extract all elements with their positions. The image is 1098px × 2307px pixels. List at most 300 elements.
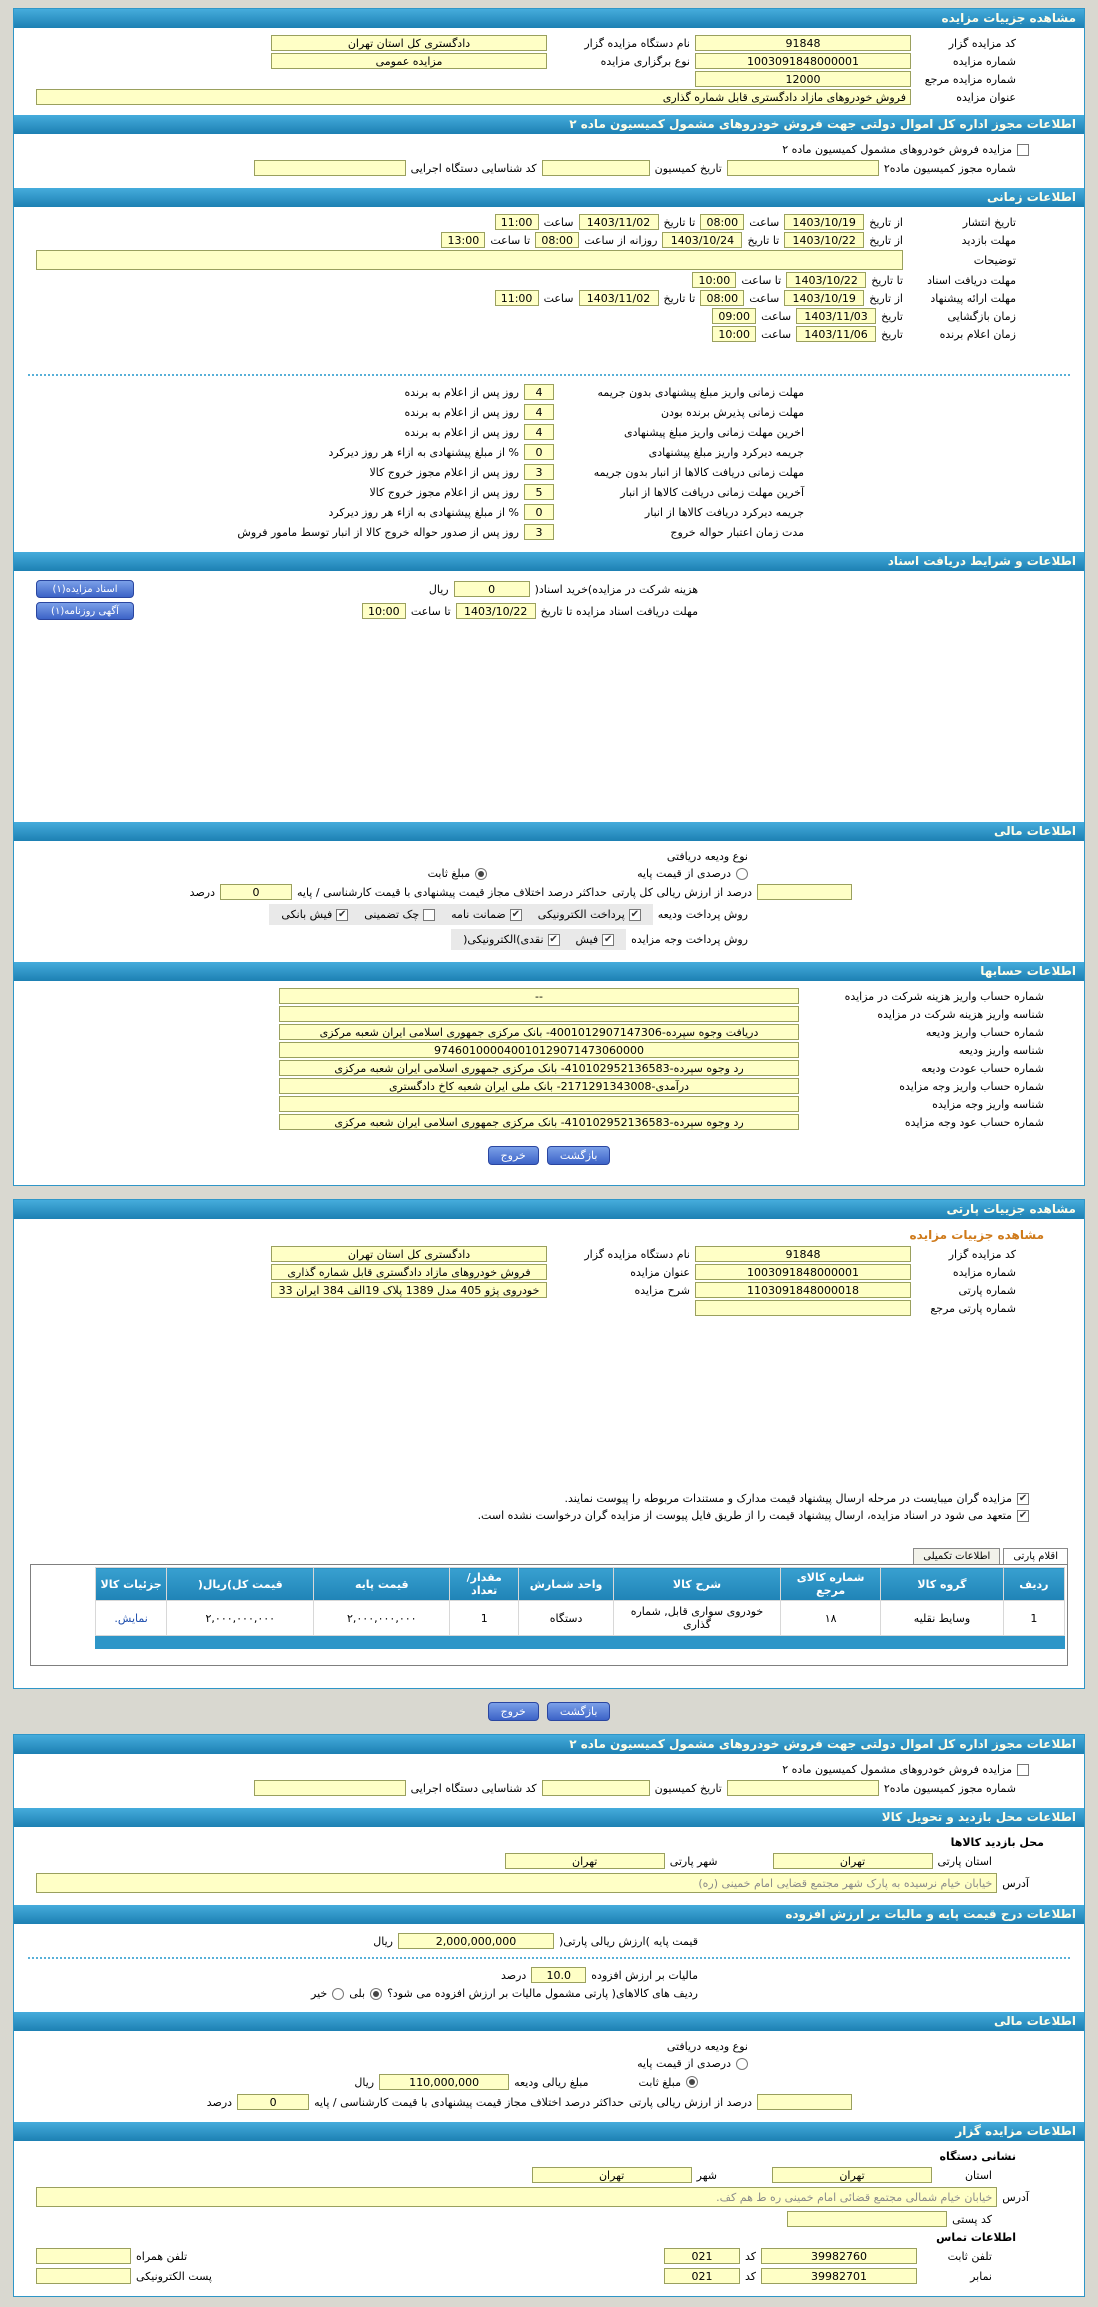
spacer [492,873,632,874]
fixed-amount-label-2: مبلغ ثابت [638,2075,681,2089]
commission-date-label: تاریخ کمیسیون [654,161,722,175]
visit-to-date-field[interactable]: 1403/10/24 [662,232,742,248]
vat-label: مالیات بر ارزش افزوده [591,1968,698,1982]
permit-checkbox-2[interactable] [1017,1764,1029,1776]
fee-rial-label: ریال [428,582,449,596]
auction-number-label: شماره مزایده [952,54,1016,68]
tab-party-items[interactable]: اقلام پارتی [1003,1548,1068,1564]
fee-field[interactable]: 0 [454,581,530,597]
electronic-payment-label: پرداخت الکترونیکی [537,908,625,921]
visit-label: مهلت بازدید [961,233,1016,247]
party-address-row [14,1873,1084,1893]
auction-number-field[interactable]: 1003091848000001 [695,53,911,69]
col-unit: واحد شمارش [519,1568,614,1601]
permit-fields-row-2 [14,1780,1084,1796]
empty-space [14,1318,1084,1488]
permit-check-row-2 [14,1763,1084,1776]
auction-title-field[interactable]: فروش خودروهای مازاد دادگستری قابل شماره گذاری [36,89,911,105]
account-row [14,1114,1084,1130]
opening-label: زمان بازگشایی [947,309,1016,323]
penalty-row [14,404,1084,420]
party-tabs [30,1548,1068,1564]
penalty-label: مدت زمان اعتبار حواله خروج [670,525,804,539]
winner-date-field[interactable]: 1403/11/06 [796,326,876,342]
permit-no-label: شماره مجوز کمیسیون ماده۲ [883,161,1016,175]
publish-to-date-field[interactable]: 1403/11/02 [579,214,659,230]
cell-base-price: ۲,۰۰۰,۰۰۰,۰۰۰ [314,1601,450,1636]
commit-note-label: متعهد می شود در اسناد مزایده، ارسال پیشنهاد قیمت را از طریق فایل پیوست از مزایده گران درخواست نشده است. [477,1509,1012,1522]
base-price-field[interactable]: 2,000,000,000 [398,1933,554,1949]
tab-additional-info[interactable]: اطلاعات تکمیلی [913,1548,1000,1564]
auction-details-panel [13,8,1085,1186]
account-label: شماره حساب عود وجه مزایده [904,1115,1044,1129]
agency-code-label: کد شناسایی دستگاه اجرایی [410,161,537,175]
org-address-field[interactable]: خیابان خیام شمالی مجتمع قضائی امام خمینی ره ط هم کف. [36,2187,997,2207]
penalty-value-field[interactable]: 3 [524,524,554,540]
party-address-field[interactable]: خیابان خیام نرسیده به پارک شهر مجتمع قضایی امام خمینی (ره) [36,1873,997,1893]
description-label: توضیحات [973,253,1016,267]
visit-row [14,232,1084,248]
time-info-section [14,207,1084,552]
base-price-label: قیمت پایه )ارزش ریالی پارتی( [559,1934,698,1948]
visit-to-hour-label: تا ساعت [490,233,531,247]
opening-row [14,308,1084,324]
visit-place-sub: محل بازدید کالاها [950,1836,1044,1849]
docs-conditions-header: اطلاعات و شرایط دریافت اسناد [14,552,1084,571]
percent-of-base-radio-2[interactable] [736,2058,748,2070]
visit-daily-from-label: روزانه از ساعت [584,233,658,247]
penalty-row [14,504,1084,520]
party-ref-field[interactable] [695,1300,911,1316]
winner-row [14,326,1084,342]
org-name-label: نام دستگاه مزایده گزار [584,36,690,50]
back-button[interactable]: بازگشت [547,1146,611,1165]
penalty-row [14,524,1084,540]
penalty-label: مهلت زمانی دریافت کالاها از انبار بدون جریمه [593,465,804,479]
docs-to-date-label: تا تاریخ [871,273,903,287]
fax-label: نمابر [970,2269,992,2283]
commit-note-checkbox[interactable] [1017,1510,1029,1522]
party-address-label: آدرس [1002,1876,1029,1890]
penalty-row [14,424,1084,440]
spacer [594,2082,634,2083]
penalty-suffix: روز پس از اعلام به برنده [404,385,519,399]
auction-details-link-row [14,1228,1084,1242]
penalty-row [14,444,1084,460]
auction-code-label: کد مزایده گزار [948,36,1016,50]
penalty-label: مهلت زمانی واریز مبلغ پیشنهادی بدون جریمه [597,385,804,399]
opening-date-label: تاریخ [881,309,903,323]
penalty-suffix: روز پس از اعلام به برنده [404,405,519,419]
commit-note-row [14,1509,1084,1522]
deposit-method-row [14,904,1084,925]
col-total-price: قیمت کل)ریال( [167,1568,314,1601]
auction-row-1 [14,35,1084,51]
visit-from-date-field[interactable]: 1403/10/22 [784,232,864,248]
permit-check-label: مزایده فروش خودروهای مشمول کمیسیون ماده ۲ [782,143,1012,156]
party-row-2 [14,1264,1084,1280]
price-header: اطلاعات درج قیمت پایه و مالیات بر ارزش افزوده [14,1905,1084,1924]
base-price-row [14,1933,1084,1949]
permit-section-2 [14,1754,1084,1808]
offer-row [14,290,1084,306]
auction-details-link[interactable]: مشاهده جزییات مزایده [909,1228,1044,1242]
cash-electronic-label: نقدی)الکترونیکی( [463,933,544,946]
docs-deadline-row [14,272,1084,288]
attach-note-label: مزایده گران میبایست در مرحله ارسال پیشنهاد قیمت مدارک و مستندات مربوطه را پیوست نمایند. [564,1492,1012,1505]
penalty-label: مهلت زمانی پذیرش برنده بودن [660,405,804,419]
phone-row [14,2248,1084,2264]
newspaper-ad-button[interactable]: آگهی روزنامه(۱) [36,602,134,620]
penalty-value-field[interactable]: 5 [524,484,554,500]
empty-space [14,624,1084,814]
account-field[interactable] [279,1006,799,1022]
percent-value-row-2 [14,2094,1084,2110]
guarantee-label: ضمانت نامه [451,908,506,921]
penalty-value-field[interactable]: 4 [524,404,554,420]
items-table-foot [95,1636,1064,1649]
deposit-amount-label: مبلغ ریالی ودیعه [514,2075,589,2089]
cash-electronic-checkbox[interactable] [548,934,560,946]
attach-note-checkbox[interactable] [1017,1493,1029,1505]
guarantee-checkbox[interactable] [510,909,522,921]
publish-label: تاریخ انتشار [962,215,1016,229]
org-name-field[interactable]: دادگستری کل استان تهران [271,35,547,51]
col-goods-group: گروه کالا [881,1568,1004,1601]
bank-slip-checkbox[interactable] [336,909,348,921]
financial-header: اطلاعات مالی [14,822,1084,841]
account-row [14,1024,1084,1040]
auctioneer-header: اطلاعات مزایده گزار [14,2122,1084,2141]
docs-deadline-row-2 [14,602,1084,620]
deposit-rial-label: ریال [354,2075,375,2089]
offer-from-label: از تاریخ [869,291,903,305]
org-city-field[interactable]: تهران [532,2167,692,2183]
auction-docs-button[interactable]: اسناد مزایده(۱) [36,580,134,598]
deposit-type-row-2 [14,2040,1084,2053]
docs-conditions-section [14,571,1084,822]
party-province-label: استان پارتی [937,1854,992,1868]
offer-label: مهلت ارائه پیشنهاد [930,291,1016,305]
vat-yes-radio[interactable] [370,1988,382,2000]
deposit-type-label-2: نوع ودیعه دریافتی [666,2040,748,2053]
party-row-3 [14,1282,1084,1298]
auction-row-4 [14,89,1084,105]
slip-checkbox[interactable] [602,934,614,946]
postal-code-row [14,2211,1084,2227]
contact-sub: اطلاعات تماس [936,2231,1016,2244]
docs-deadline-time-field[interactable]: 10:00 [362,603,406,619]
account-row [14,1078,1084,1094]
publish-from-date-field[interactable]: 1403/10/19 [784,214,864,230]
penalty-suffix: روز پس از اعلام به برنده [404,425,519,439]
header-row [95,1568,1064,1601]
permit-checkbox[interactable] [1017,144,1029,156]
org-province-field[interactable]: تهران [772,2167,932,2183]
account-field[interactable]: رد وجوه سپرده-410102952136583- بانک مرکزی جمهوری اسلامی ایران شعبه مرکزی [279,1114,799,1130]
phone-code-label: کد [744,2249,756,2263]
party-org-field[interactable]: دادگستری کل استان تهران [271,1246,547,1262]
mobile-label: تلفن همراه [136,2249,188,2263]
penalty-label: جریمه دیرکرد واریز مبلغ پیشنهادی [648,445,804,459]
auction-details-header: مشاهده جزییات مزایده [14,9,1084,28]
percent-of-base-radio[interactable] [736,868,748,880]
agency-code-label-2: کد شناسایی دستگاه اجرایی [410,1781,537,1795]
account-label: شناسه واریز وجه مزایده [932,1097,1044,1111]
penalty-value-field[interactable]: 4 [524,424,554,440]
permit-check-label-2: مزایده فروش خودروهای مشمول کمیسیون ماده ۲ [782,1763,1012,1776]
max-diff-percent-label: درصد [189,885,215,899]
docs-to-time-field[interactable]: 10:00 [692,272,736,288]
items-table-head [95,1568,1064,1601]
vat-percent-label: درصد [500,1968,527,1982]
visit-to-label: تا تاریخ [747,233,780,247]
percent-value-field[interactable] [757,884,852,900]
items-table-body [95,1601,1064,1636]
party-auction-code-field[interactable]: 91848 [695,1246,911,1262]
bank-slip-label: فیش بانکی [281,908,333,921]
party-desc-label: شرح مزایده [634,1283,690,1297]
vat-yes-label: بلی [349,1987,366,2000]
accounts-section [14,981,1084,1185]
agency-code-field[interactable] [254,160,406,176]
fixed-amount-radio-2[interactable] [686,2076,698,2088]
pay-method-strip [451,929,626,950]
postal-code-field[interactable] [787,2211,947,2227]
mobile-field[interactable] [36,2248,131,2264]
show-details-link[interactable]: نمایش. [114,1611,148,1625]
account-field[interactable] [279,1096,799,1112]
permit-no-field-2[interactable] [727,1780,879,1796]
percent-of-base-label-2: درصدی از قیمت پایه [637,2057,731,2070]
auction-ref-field[interactable]: 12000 [695,71,911,87]
party-auction-number-field[interactable]: 1003091848000001 [695,1264,911,1280]
certified-check-label: چک تضمینی [364,908,420,921]
penalty-value-field[interactable]: 3 [524,464,554,480]
penalty-label: اخرین مهلت زمانی واریز مبلغ پیشنهادی [624,425,804,439]
penalty-suffix: روز پس از صدور حواله خروج کالا از انبار توسط مامور فروش [237,525,519,539]
penalty-value-field[interactable]: 0 [524,444,554,460]
offer-to-time-field[interactable]: 11:00 [495,290,539,306]
org-address-label: آدرس [1002,2190,1029,2204]
method-pair [451,908,522,921]
visit-to-time-field[interactable]: 13:00 [441,232,485,248]
permit-header-2: اطلاعات مجوز اداره کل اموال دولتی جهت فروش خودروهای مشمول کمیسیون ماده ۲ [14,1735,1084,1754]
penalty-suffix: روز پس از اعلام مجوز خروج کالا [369,485,519,499]
account-label: شماره حساب عودت ودیعه [921,1061,1044,1075]
publish-to-time-field[interactable]: 11:00 [495,214,539,230]
max-diff-field-2[interactable]: 0 [237,2094,309,2110]
penalty-value-field[interactable]: 4 [524,384,554,400]
commission-date-field[interactable] [542,160,650,176]
deposit-amount-field[interactable]: 110,000,000 [379,2074,509,2090]
fee-row [14,580,1084,598]
items-table-wrapper [30,1564,1068,1666]
account-label: شماره حساب واریز وجه مزایده [899,1079,1044,1093]
col-row-number: ردیف [1003,1568,1064,1601]
vat-no-radio[interactable] [332,1988,344,2000]
financial2-header: اطلاعات مالی [14,2012,1084,2031]
vat-row [14,1967,1084,1983]
attach-note-row [14,1492,1084,1505]
commission-date-field-2[interactable] [542,1780,650,1796]
penalty-row [14,384,1084,400]
account-label: شماره حساب واریز ودیعه [925,1025,1044,1039]
electronic-payment-checkbox[interactable] [629,909,641,921]
party-city-field[interactable]: تهران [505,1853,665,1869]
org-province-label: استان [964,2168,992,2182]
opening-date-field[interactable]: 1403/11/03 [796,308,876,324]
financial-section [14,841,1084,962]
email-field[interactable] [36,2268,131,2284]
agency-code-field-2[interactable] [254,1780,406,1796]
fixed-amount-radio[interactable] [475,868,487,880]
permit-check-row [14,143,1084,156]
back-button-2[interactable]: بازگشت [547,1702,611,1721]
offer-from-date-field[interactable]: 1403/10/19 [784,290,864,306]
col-quantity: مقدار/ تعداد [450,1568,519,1601]
party-details-panel [13,1199,1085,1689]
items-table [95,1567,1065,1649]
party-number-label: شماره پارتی [958,1283,1016,1297]
party-row-4 [14,1300,1084,1316]
auction-ref-label: شماره مزایده مرجع [924,72,1016,86]
panel1-buttons [14,1146,1084,1165]
party-province-row [14,1853,1084,1869]
financial2-section [14,2031,1084,2122]
permit-no-label-2: شماره مجوز کمیسیون ماده۲ [883,1781,1016,1795]
cell-row-number: 1 [1003,1601,1064,1636]
panel2-buttons [13,1702,1085,1721]
offer-to-date-field[interactable]: 1403/11/02 [579,290,659,306]
visit-from-time-field[interactable]: 08:00 [535,232,579,248]
vat-question-row [14,1987,1084,2000]
col-ref-goods-number: شماره کالای مرجع [781,1568,881,1601]
auctioneer-section [14,2141,1084,2296]
publish-to-hour-label: ساعت [543,215,574,229]
fax-row [14,2268,1084,2284]
auction-details-section [14,28,1084,115]
account-field[interactable]: -- [279,988,799,1004]
opening-hour-label: ساعت [761,309,792,323]
party-details-header: مشاهده جزییات پارتی [14,1200,1084,1219]
cell-total-price: ۲,۰۰۰,۰۰۰,۰۰۰ [167,1601,314,1636]
max-diff-label: حداکثر درصد اختلاف مجاز قیمت پیشنهادی با قیمت کارشناسی / پایه [297,885,607,899]
postal-code-label: کد پستی [952,2212,992,2226]
docs-deadline-date-field[interactable]: 1403/10/22 [456,603,536,619]
party-ref-label: شماره پارتی مرجع [930,1301,1016,1315]
docs-to-hour-label: تا ساعت [741,273,782,287]
certified-check-checkbox[interactable] [423,909,435,921]
description-field[interactable] [36,250,903,270]
vat-field[interactable]: 10.0 [531,1967,586,1983]
party-number-field[interactable]: 1103091848000018 [695,1282,911,1298]
winner-time-field[interactable]: 10:00 [712,326,756,342]
permit-header: اطلاعات مجوز اداره کل اموال دولتی جهت فروش خودروهای مشمول کمیسیون ماده ۲ [14,115,1084,134]
percent-value-field-2[interactable] [757,2094,852,2110]
party-auction-title-field[interactable]: فروش خودروهای مازاد دادگستری قابل شماره گذاری [271,1264,547,1280]
account-field[interactable]: درآمدی-2171291343008- بانک ملی ایران شعبه کاخ دادگستری [279,1078,799,1094]
account-label: شناسه واریز ودیعه [958,1043,1044,1057]
pay-method-label: روش پرداخت وجه مزایده [631,933,748,946]
cell-quantity: 1 [450,1601,519,1636]
exit-button-2[interactable]: خروج [488,1702,539,1721]
penalty-suffix: % از مبلغ پیشنهادی به ازاء هر روز دیرکرد [328,505,519,519]
exit-button[interactable]: خروج [488,1146,539,1165]
account-field[interactable]: دریافت وجوه سپرده-4001012907147306- بانک مرکزی جمهوری اسلامی ایران شعبه مرکزی [279,1024,799,1040]
percent-total-label: درصد از ارزش ریالی کل پارتی [611,885,752,899]
winner-label: زمان اعلام برنده [939,327,1016,341]
offer-from-time-field[interactable]: 08:00 [700,290,744,306]
percent-value-row [14,884,1084,900]
phone-field[interactable]: 39982760 [761,2248,917,2264]
fax-field[interactable]: 39982701 [761,2268,917,2284]
cell-unit: دستگاه [519,1601,614,1636]
price-section [14,1924,1084,2012]
percent-party-label: درصد از ارزش ریالی پارتی [629,2095,752,2109]
account-field[interactable]: 974601000040010129071473060000 [279,1042,799,1058]
method-pair [463,933,559,946]
publish-to-label: تا تاریخ [663,215,696,229]
account-row [14,1060,1084,1076]
org-address-sub-row [14,2150,1084,2163]
auction-type-field[interactable]: مزایده عمومی [271,53,547,69]
auction-title-label: عنوان مزایده [956,90,1016,104]
account-row [14,1096,1084,1112]
max-diff-percent-label-2: درصد [206,2095,233,2109]
deposit-method-label: روش پرداخت ودیعه [657,908,748,921]
auction-row-3 [14,71,1084,87]
fax-code-field[interactable]: 021 [664,2268,740,2284]
time-info-header: اطلاعات زمانی [14,188,1084,207]
opening-time-field[interactable]: 09:00 [712,308,756,324]
deposit-options-row [14,867,1084,880]
penalty-row [14,484,1084,500]
penalty-value-field[interactable]: 0 [524,504,554,520]
docs-deadline-hour-label: تا ساعت [410,604,451,618]
method-pair [538,908,641,921]
account-field[interactable]: رد وجوه سپرده-410102952136583- بانک مرکزی جمهوری اسلامی ایران شعبه مرکزی [279,1060,799,1076]
method-pair [364,908,435,921]
permit-fields-row [14,160,1084,176]
fax-code-label: کد [744,2269,756,2283]
cell-goods-desc: خودروی سواری قابل, شماره گذاری [613,1601,780,1636]
party-auction-title-label: عنوان مزایده [630,1265,690,1279]
party-desc-field[interactable]: خودروی پژو 405 مدل 1389 پلاک 19الف 384 ایران 33 [271,1282,547,1298]
auction-code-field[interactable]: 91848 [695,35,911,51]
org-address-sub: نشانی دستگاه [939,2150,1016,2163]
percent-option-row-2 [14,2057,1084,2070]
deposit-type-label: نوع ودیعه دریافتی [666,850,748,863]
docs-to-date-field[interactable]: 1403/10/22 [786,272,866,288]
phone-code-field[interactable]: 021 [664,2248,740,2264]
email-label: پست الکترونیکی [136,2269,212,2283]
method-pair [576,933,615,946]
description-row [14,250,1084,270]
dotted-separator [28,374,1070,376]
visit-place-sub-row [14,1836,1084,1849]
offer-to-label: تا تاریخ [663,291,696,305]
party-province-field[interactable]: تهران [773,1853,933,1869]
max-diff-field[interactable]: 0 [220,884,292,900]
phone-label: تلفن ثابت [947,2249,992,2263]
cell-ref-goods-number: ۱۸ [781,1601,881,1636]
penalty-label: جریمه دیرکرد دریافت کالاها از انبار [644,505,804,519]
account-row [14,1006,1084,1022]
publish-from-time-field[interactable]: 08:00 [700,214,744,230]
permit-no-field[interactable] [727,160,879,176]
party-row-1 [14,1246,1084,1262]
